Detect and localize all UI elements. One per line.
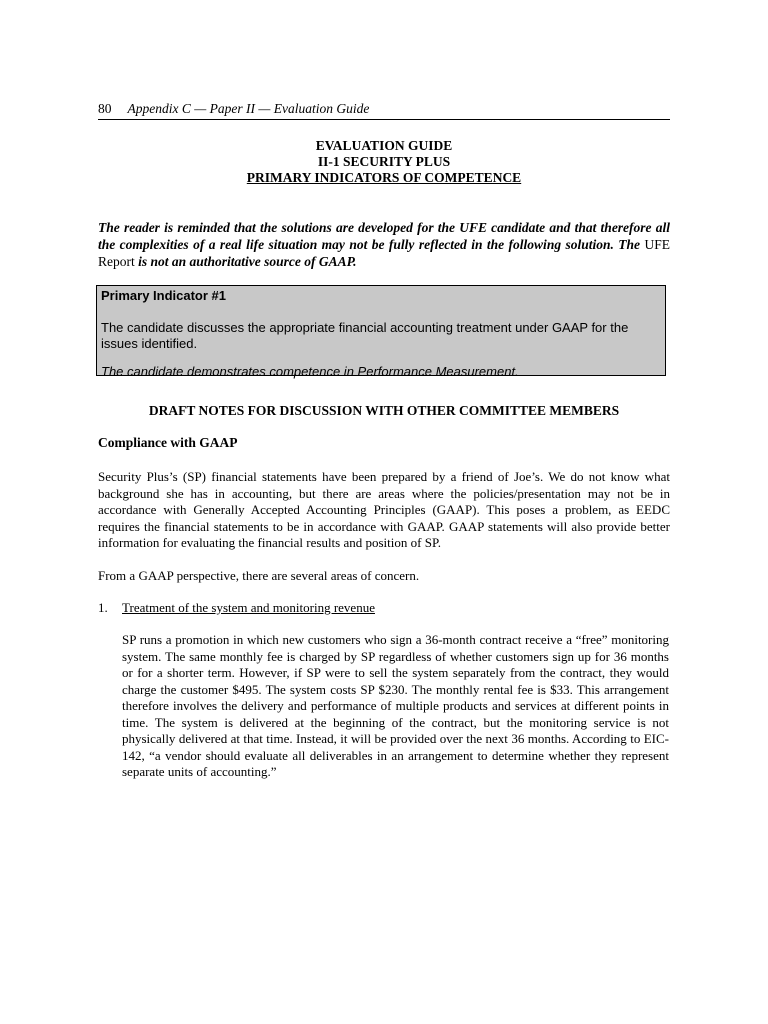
reminder-part3: is not an authoritative source of GAAP. — [138, 254, 357, 269]
list-item-number: 1. — [98, 600, 108, 615]
indicator-description: The candidate discusses the appropriate financial accounting treatment under GAAP for the issues identified. — [101, 320, 629, 351]
title-evaluation-guide: EVALUATION GUIDE — [315, 138, 453, 153]
title-case-name: II-1 SECURITY PLUS — [317, 154, 451, 169]
page-number: 80 — [98, 101, 112, 116]
paragraph-background: Security Plus’s (SP) financial statements have been prepared by a friend of Joe’s. We do not know what background she has in accounting, but there are areas where the policies/presentation may not be in accordance with Generally Accepted Accounting Principles (GAAP). This poses a problem, as EEDC requires the financial statements to be in accordance with GAAP. GAAP statements will also provide better information for evaluating the financial results and position of SP. — [98, 469, 670, 550]
list-item-1-heading — [98, 600, 670, 616]
section-heading: Compliance with GAAP — [98, 435, 238, 450]
draft-notes-heading: DRAFT NOTES FOR DISCUSSION WITH OTHER COMMITTEE MEMBERS — [148, 403, 620, 418]
document-titles — [98, 138, 670, 186]
indicator-competence: The candidate demonstrates competence in Performance Measurement. — [101, 364, 519, 379]
indicator-title: Primary Indicator #1 — [101, 288, 226, 303]
running-title: Appendix C — Paper II — Evaluation Guide — [127, 101, 370, 116]
running-header — [98, 101, 670, 120]
paragraph-revenue-treatment: SP runs a promotion in which new customers who sign a 36-month contract receive a “free” monitoring system. The same monthly fee is charged by SP regardless of whether customers sign up for 36 months or for a shorter term. However, if SP were to sell the system separately from the contract, they would charge the customer $495. The system costs SP $230. The monthly rental fee is $33. This arrangement therefore involves the delivery and performance of multiple products and services at different points in time. The system is delivered at the beginning of the contract, but the monitoring service is not physically delivered at that time. Instead, it will be provided over the next 36 months. According to EIC-142, “a vendor should evaluate all deliverables in an arrangement to determine whether they represent separate units of accounting.” — [122, 632, 669, 779]
reminder-part2: UFE Report — [98, 237, 670, 269]
paragraph-concerns: From a GAAP perspective, there are several areas of concern. — [98, 568, 420, 583]
primary-indicator-box — [96, 285, 666, 379]
title-indicators: PRIMARY INDICATORS OF COMPETENCE — [246, 170, 522, 185]
reminder-part1: The reader is reminded that the solutions are developed for the UFE candidate and that therefore all the complexities of a real life situation may not be fully reflected in the following solution. The — [98, 220, 670, 252]
list-item-title: Treatment of the system and monitoring revenue — [122, 600, 375, 615]
reader-reminder — [98, 219, 670, 270]
